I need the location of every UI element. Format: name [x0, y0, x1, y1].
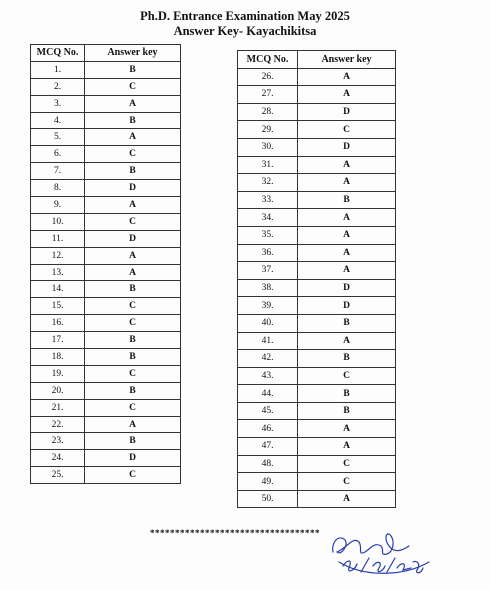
mcq-number-cell: 17.: [31, 332, 85, 349]
answer-key-cell: A: [298, 262, 396, 280]
mcq-number-cell: 13.: [31, 264, 85, 281]
answer-key-cell: B: [85, 281, 181, 298]
answer-key-cell: A: [298, 438, 396, 456]
table-row: [238, 279, 396, 297]
answer-key-cell: B: [85, 61, 181, 78]
answer-key-cell: C: [85, 467, 181, 484]
answer-key-cell: B: [298, 314, 396, 332]
mcq-number-cell: 8.: [31, 180, 85, 197]
answer-key-cell: B: [85, 433, 181, 450]
table-row: [238, 138, 396, 156]
table-row: [31, 112, 181, 129]
answer-key-cell: A: [85, 95, 181, 112]
answer-key-cell: A: [298, 226, 396, 244]
mcq-number-cell: 28.: [238, 103, 298, 121]
answer-key-cell: B: [298, 402, 396, 420]
mcq-number-cell: 37.: [238, 262, 298, 280]
table-row: [31, 298, 181, 315]
mcq-number-cell: 45.: [238, 402, 298, 420]
answer-key-cell: B: [298, 385, 396, 403]
answer-key-cell: C: [298, 367, 396, 385]
table-row: [31, 61, 181, 78]
mcq-number-cell: 41.: [238, 332, 298, 350]
answer-key-cell: C: [85, 365, 181, 382]
table-row: [238, 385, 396, 403]
mcq-number-cell: 21.: [31, 399, 85, 416]
mcq-number-cell: 38.: [238, 279, 298, 297]
table-row: [31, 450, 181, 467]
answer-key-cell: C: [85, 78, 181, 95]
answer-key-cell: C: [298, 473, 396, 491]
answer-key-cell: A: [85, 129, 181, 146]
mcq-number-cell: 46.: [238, 420, 298, 438]
answer-key-cell: A: [298, 156, 396, 174]
mcq-number-cell: 22.: [31, 416, 85, 433]
table-row: [238, 490, 396, 508]
mcq-number-cell: 43.: [238, 367, 298, 385]
answer-key-cell: A: [85, 247, 181, 264]
answer-key-cell: C: [85, 298, 181, 315]
header-answer-key: Answer key: [298, 51, 396, 69]
answer-key-cell: A: [298, 209, 396, 227]
table-row: [238, 156, 396, 174]
mcq-number-cell: 44.: [238, 385, 298, 403]
mcq-number-cell: 50.: [238, 490, 298, 508]
answer-key-cell: A: [298, 420, 396, 438]
table-row: [31, 332, 181, 349]
mcq-number-cell: 23.: [31, 433, 85, 450]
mcq-number-cell: 1.: [31, 61, 85, 78]
table-row: [31, 95, 181, 112]
mcq-number-cell: 25.: [31, 467, 85, 484]
answer-key-cell: C: [85, 315, 181, 332]
answer-key-cell: A: [298, 244, 396, 262]
answer-key-cell: B: [85, 349, 181, 366]
table-row: [238, 86, 396, 104]
table-row: [238, 455, 396, 473]
mcq-number-cell: 2.: [31, 78, 85, 95]
mcq-number-cell: 35.: [238, 226, 298, 244]
answer-key-cell: D: [298, 138, 396, 156]
mcq-number-cell: 36.: [238, 244, 298, 262]
page-subtitle: Answer Key- Kayachikitsa: [173, 24, 317, 38]
mcq-number-cell: 19.: [31, 365, 85, 382]
table-row: [31, 416, 181, 433]
answer-key-cell: A: [85, 197, 181, 214]
table-row: [31, 230, 181, 247]
mcq-number-cell: 26.: [238, 68, 298, 86]
mcq-number-cell: 14.: [31, 281, 85, 298]
mcq-number-cell: 12.: [31, 247, 85, 264]
table-row: [31, 163, 181, 180]
mcq-number-cell: 47.: [238, 438, 298, 456]
table-row: [31, 197, 181, 214]
answer-key-cell: B: [85, 112, 181, 129]
mcq-number-cell: 30.: [238, 138, 298, 156]
mcq-number-cell: 29.: [238, 121, 298, 139]
table-row: [31, 264, 181, 281]
answer-key-cell: B: [298, 191, 396, 209]
table-row: [31, 180, 181, 197]
table-row: [238, 209, 396, 227]
table-row: [31, 213, 181, 230]
answer-table-right: [237, 50, 396, 508]
mcq-number-cell: 27.: [238, 86, 298, 104]
answer-key-cell: D: [298, 297, 396, 315]
header-mcq-no: MCQ No.: [238, 51, 298, 69]
table-row: [238, 402, 396, 420]
table-row: [238, 420, 396, 438]
handwritten-signature-icon: [325, 512, 435, 584]
mcq-number-cell: 4.: [31, 112, 85, 129]
table-header-row: [31, 45, 181, 62]
answer-key-cell: A: [298, 332, 396, 350]
header-mcq-no: MCQ No.: [31, 45, 85, 62]
page-title: Ph.D. Entrance Examination May 2025: [140, 9, 350, 23]
table-row: [31, 281, 181, 298]
mcq-number-cell: 48.: [238, 455, 298, 473]
mcq-number-cell: 42.: [238, 350, 298, 368]
answer-key-cell: A: [298, 86, 396, 104]
mcq-number-cell: 34.: [238, 209, 298, 227]
mcq-number-cell: 32.: [238, 174, 298, 192]
header-answer-key: Answer key: [85, 45, 181, 62]
answer-key-cell: A: [298, 490, 396, 508]
mcq-number-cell: 16.: [31, 315, 85, 332]
mcq-number-cell: 5.: [31, 129, 85, 146]
mcq-number-cell: 18.: [31, 349, 85, 366]
table-row: [238, 103, 396, 121]
table-row: [31, 315, 181, 332]
mcq-number-cell: 10.: [31, 213, 85, 230]
answer-key-cell: B: [85, 163, 181, 180]
mcq-number-cell: 20.: [31, 382, 85, 399]
mcq-number-cell: 3.: [31, 95, 85, 112]
table-row: [31, 399, 181, 416]
mcq-number-cell: 33.: [238, 191, 298, 209]
table-row: [238, 244, 396, 262]
table-row: [238, 226, 396, 244]
answer-key-cell: C: [298, 455, 396, 473]
table-row: [31, 365, 181, 382]
answer-key-cell: C: [85, 399, 181, 416]
table-row: [238, 191, 396, 209]
table-row: [31, 467, 181, 484]
table-row: [31, 129, 181, 146]
answer-key-cell: D: [298, 103, 396, 121]
answer-key-cell: A: [298, 174, 396, 192]
mcq-number-cell: 39.: [238, 297, 298, 315]
table-row: [238, 473, 396, 491]
answer-key-cell: C: [85, 146, 181, 163]
mcq-number-cell: 6.: [31, 146, 85, 163]
footer-separator: **********************************: [150, 528, 320, 538]
table-row: [31, 382, 181, 399]
table-header-row: [238, 51, 396, 69]
answer-key-cell: B: [85, 332, 181, 349]
answer-key-cell: B: [298, 350, 396, 368]
table-row: [238, 438, 396, 456]
answer-key-cell: D: [85, 180, 181, 197]
table-row: [31, 78, 181, 95]
answer-key-cell: D: [85, 230, 181, 247]
answer-key-cell: C: [85, 213, 181, 230]
mcq-number-cell: 40.: [238, 314, 298, 332]
table-row: [238, 367, 396, 385]
mcq-number-cell: 15.: [31, 298, 85, 315]
table-row: [238, 314, 396, 332]
table-row: [238, 68, 396, 86]
table-row: [31, 146, 181, 163]
table-row: [238, 332, 396, 350]
table-row: [31, 247, 181, 264]
answer-key-cell: D: [85, 450, 181, 467]
table-row: [31, 349, 181, 366]
table-row: [238, 121, 396, 139]
table-row: [31, 433, 181, 450]
mcq-number-cell: 9.: [31, 197, 85, 214]
answer-key-cell: C: [298, 121, 396, 139]
mcq-number-cell: 7.: [31, 163, 85, 180]
answer-key-cell: A: [298, 68, 396, 86]
answer-key-cell: D: [298, 279, 396, 297]
mcq-number-cell: 24.: [31, 450, 85, 467]
mcq-number-cell: 11.: [31, 230, 85, 247]
mcq-number-cell: 49.: [238, 473, 298, 491]
answer-key-cell: A: [85, 416, 181, 433]
table-row: [238, 174, 396, 192]
answer-key-cell: A: [85, 264, 181, 281]
mcq-number-cell: 31.: [238, 156, 298, 174]
table-row: [238, 350, 396, 368]
table-row: [238, 262, 396, 280]
answer-table-left: [30, 44, 181, 484]
answer-key-cell: B: [85, 382, 181, 399]
table-row: [238, 297, 396, 315]
